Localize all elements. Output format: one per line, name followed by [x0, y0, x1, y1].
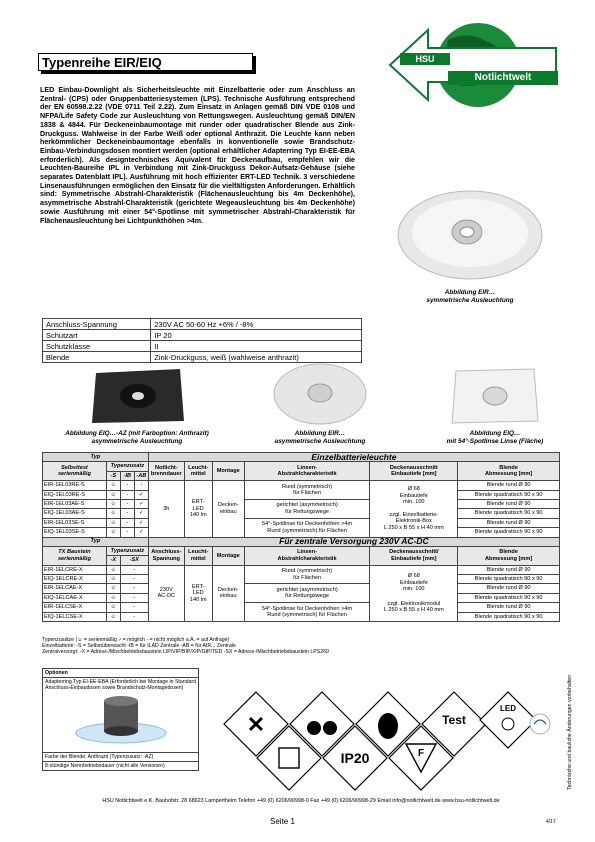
- footer-contact: HSU Notlichtwelt e.K. Bauhofstr. 28 68623 Lampertheim Telefon +49 (0) 6206/90998-0 Fax +49 (0) 6206/90998-29 Email info@notlichtwelt.de www.hsu-notlichtwelt.de: [102, 798, 500, 804]
- h-ab: -AB: [134, 471, 148, 480]
- cell: ☺: [106, 499, 120, 508]
- cell: ☺: [106, 518, 120, 527]
- cell: -: [120, 481, 134, 490]
- cell: -: [120, 490, 134, 499]
- cell: ☺: [106, 593, 120, 602]
- logo-text-hsu: HSU: [400, 53, 450, 65]
- lens: 54°-Spotlinse für Deckenhöhen >4m: [262, 605, 353, 612]
- legend-line: Zentralversorgt: -X = Adress-/Mischbetriebsbaustein LIP/VIP/BIP/XIP/GIP/TED -SX = Adress-/Mischbetriebsbaustein LPS260: [42, 649, 329, 656]
- duration-value: 3h: [148, 481, 184, 537]
- svg-text:✕: ✕: [246, 712, 266, 737]
- cell: -: [134, 481, 148, 490]
- cell: ✓: [134, 528, 148, 537]
- cell: ☺: [106, 612, 120, 621]
- page-index: 4/17: [546, 819, 556, 825]
- type-code: EIR-1EL03SE-S: [43, 518, 107, 527]
- mount-1: Decken-: [217, 586, 239, 593]
- blende: Blende quadratisch 90 x 90: [458, 575, 560, 584]
- led-label: LED: [500, 704, 516, 713]
- cut: zzgl. Elektronikmodul: [387, 600, 441, 607]
- caption-a-1: Abbildung EIQ…-AZ (mit Farboption: Anthrazit): [65, 430, 209, 437]
- lens: für Rettungswege: [285, 508, 329, 515]
- h-mount-b: Montage: [212, 546, 244, 565]
- led-3: 140 lm: [189, 512, 207, 519]
- lens: Rund (symmetrisch) für Flächen: [267, 527, 347, 534]
- h-x: -X: [106, 556, 120, 565]
- volt: AC-DC: [157, 593, 176, 600]
- blende: Blende rund Ø 90: [458, 499, 560, 508]
- h-duration: Notlicht-: [154, 464, 178, 471]
- section-title-central: Für zentrale Versorgung 230V AC-DC: [148, 537, 559, 546]
- spec-value: II: [151, 341, 362, 352]
- type-code: EIQ-1ELCRE-X: [43, 575, 107, 584]
- cell: ☺: [106, 565, 120, 574]
- legend-line: Einzelbatterie: -S = Selbstüberwacht -IB = für ILAD Zentrale -AB = für AIR... Zentrale: [42, 643, 236, 650]
- type-code: EIR-1EL03AE-S: [43, 499, 107, 508]
- adapter-ring-image: [46, 693, 196, 751]
- h-selftest: Selbsttest: [61, 464, 88, 471]
- spec-label: Schutzart: [43, 330, 151, 341]
- test-label: Test: [442, 713, 466, 727]
- globe-logo: [388, 20, 558, 110]
- cell: ☺: [106, 603, 120, 612]
- caption-c-2: mit 54°-Spotlinse Linse (Fläche): [446, 437, 544, 445]
- cut: min. 100: [403, 499, 425, 506]
- h-selftest-2: serienmäßig: [57, 471, 91, 478]
- cell: ✓: [134, 490, 148, 499]
- cell: ✓: [134, 499, 148, 508]
- cell: -: [120, 565, 148, 574]
- cell: -: [120, 509, 134, 518]
- table-row: [43, 499, 560, 508]
- h-blende-b2: Abmessung [mm]: [485, 555, 533, 562]
- cell: ✓: [134, 518, 148, 527]
- downlight-square-white-image: [450, 365, 540, 427]
- lens: Rund (symmetrisch): [282, 483, 333, 490]
- spec-table: [42, 318, 362, 363]
- cell: -: [120, 499, 134, 508]
- disclaimer-vertical: Technische und bauliche Änderungen vorbehalten: [567, 674, 573, 790]
- lens: für Rettungswege: [285, 593, 329, 600]
- lens: für Flächen: [293, 490, 322, 497]
- cut: Ø 68: [407, 573, 420, 580]
- lens: für Flächen: [293, 574, 322, 581]
- blende: Blende rund Ø 90: [458, 481, 560, 490]
- cut: L 250 x B 55 x H 40 mm: [383, 607, 444, 614]
- cell: ☺: [106, 584, 120, 593]
- led-2: LED: [192, 505, 204, 512]
- cell: ☺: [106, 490, 120, 499]
- spec-value: 230V AC 50-60 Hz +6% / -8%: [151, 319, 362, 330]
- h-blende: Blende: [499, 464, 518, 471]
- caption-b-2: asymmetrische Ausleuchtung: [274, 437, 366, 445]
- blende: Blende quadratisch 90 x 90: [458, 593, 560, 602]
- h-ib: -IB: [120, 471, 134, 480]
- cell: -: [120, 584, 148, 593]
- blende: Blende rund Ø 90: [458, 565, 560, 574]
- caption-main-2: symmetrische Ausleuchtung: [426, 296, 514, 304]
- type-code: EIQ-1EL03AE-S: [43, 509, 107, 518]
- led-bulb-icon: [480, 692, 536, 748]
- h-blende-b: Blende: [499, 549, 518, 556]
- ip20-label: IP20: [340, 750, 370, 766]
- blende: Blende rund Ø 90: [458, 584, 560, 593]
- product-description: LED Einbau-Downlight als Sicherheitsleuchte mit Einzelbatterie oder zum Anschluss an Zentral- (CPS) oder Gruppenbatteriesystemen (LPS). Technische Ausführung entsprechend der EN 60598.2.22 (VDE 0711 Teil 2.22). Zum Einsatz in Anlagen gemäß DIN VDE 0108 und NFPA/Life Safety Code zur Ausleuchtung von Rettungswegen. Ausleuchtung gemäß DIN/EN 1838 & 4844. Für Deckeneinbaumontage mit runder oder quadratischer Blende aus Zink-Druckguss. Wahlweise in der Farbe Weiß oder optional Anthrazit. Die Leuchte kann neben herkömmlicher Deckeneinbaumontage ebenfalls in konventionelle sowie Brandschutz-Einbau-Verbindungsdosen montiert werden (optional erhältlicher Adapterring Typ EI-EE-EBA erforderlich). Als designtechnisches Äquivalent für Deckenaufbau, empfehlen wir die Leuchten-Baureihe IPL in Verbindung mit Zink-Druckguss Dekor-Aufsatz-Gehäuse (siehe separates Datenblatt IPL). Ausführung mit hoch effizienter ERT-LED Technik. 3 verschiedene Linsenausführungen ermöglichen den Einsatz für die vielfältigsten Anforderungen. Erhältlich sind: Symmetrische Abstrahl-Charakteristik (Flächenausleuchtung bis 4m Deckenhöhe), asymmetrische Abstrahl-Charakteristik (gerichtete Wegeausleuchtung bis 4m Deckenhöhe) sowie Ausführung mit einer 54°-Spotlinse mit symmetrischer Abstrahl-Charakteristik für Flächenausleuchtung bei Lichtpunkthöhen >4m.: [40, 86, 355, 225]
- cell: ☺: [106, 528, 120, 537]
- h-duration-2: brenndauer: [150, 471, 182, 478]
- table-row: [43, 603, 560, 612]
- h-led-b: Leucht-: [188, 549, 209, 556]
- mount-2: einbau: [219, 508, 237, 515]
- options-line-anthracite: Farbe der Blende: Anthrazit (Typenzusatz: -AZ): [43, 752, 198, 761]
- cell: ✓: [134, 509, 148, 518]
- h-cutout-b2: Einbautiefe [mm]: [391, 555, 437, 562]
- caption-a-2: asymmetrische Ausleuchtung: [91, 437, 183, 445]
- h-tx-2: serienmäßig: [57, 555, 91, 562]
- cell: -: [120, 603, 148, 612]
- lens: 54°-Spotlinse für Deckenhöhen >4m: [262, 521, 353, 528]
- type-code: EIR-1ELCAE-X: [43, 584, 107, 593]
- h-s: -S: [106, 471, 120, 480]
- caption-b-1: Abbildung EIR…: [294, 430, 346, 437]
- options-text: Adapterring Typ EI-EE-EBA (Erforderlich bei Montage in Standard Anschluss-Einbaudosen sowie Brandschutz-Montagedosen): [45, 679, 196, 691]
- h-mount: Montage: [212, 462, 244, 481]
- logo-text-name: Notlichtwelt: [448, 71, 558, 85]
- h-lens: Linsen-: [297, 464, 318, 471]
- led-2: LED: [192, 590, 204, 597]
- cell: ☺: [106, 481, 120, 490]
- cell: -: [120, 575, 148, 584]
- options-line-8h: 8-stündige Nennbetriebsdauer (nicht alle Versionen): [43, 761, 198, 770]
- cut: L 250 x B 55 x H 40 mm: [383, 524, 444, 531]
- legend-line: Typenzusätze (☺ = serienmäßig ✓= möglich - = nicht möglich a.A. = auf Anfrage): [42, 637, 230, 643]
- type-code: EIQ-1ELCSE-X: [43, 612, 107, 621]
- cell: ☺: [106, 509, 120, 518]
- spec-label: Anschluss-Spannung: [43, 319, 151, 330]
- cell: -: [120, 518, 134, 527]
- blende: Blende quadratisch 90 x 90: [458, 509, 560, 518]
- type-code: EIQ-1EL03SE-S: [43, 528, 107, 537]
- wireless-icon: [530, 714, 550, 734]
- h-led-2: mittel: [190, 471, 206, 478]
- caption-c-1: Abbildung EIQ…: [469, 430, 521, 437]
- mount-1: Decken-: [217, 502, 239, 509]
- blende: Blende rund Ø 90: [458, 603, 560, 612]
- h-voltage: Anschluss-: [151, 549, 182, 556]
- led-3: 140 lm: [189, 596, 207, 603]
- h-lens-b2: Abstrahlcharakteristik: [277, 555, 337, 562]
- lens: gerichtet (asymmetrisch): [276, 586, 338, 593]
- h-lens-2: Abstrahlcharakteristik: [277, 471, 337, 478]
- table-row: [43, 518, 560, 527]
- h-led: Leucht-: [188, 464, 209, 471]
- cell: -: [120, 528, 134, 537]
- blende: Blende quadratisch 90 x 90: [458, 490, 560, 499]
- cut: Ø 68: [407, 486, 420, 493]
- cell: -: [120, 593, 148, 602]
- lens: gerichtet (asymmetrisch): [276, 502, 338, 509]
- caption-main-1: Abbildung EIR…: [444, 289, 496, 296]
- type-code: EIQ-1ELCAE-X: [43, 593, 107, 602]
- blende: Blende rund Ø 90: [458, 518, 560, 527]
- blende: Blende quadratisch 90 x 90: [458, 612, 560, 621]
- h-voltage-2: Spannung: [152, 555, 180, 562]
- cut: Einbautiefe: [399, 579, 428, 586]
- spec-value: Zink-Druckguss, weiß (wahlweise anthrazit): [151, 352, 362, 363]
- led-1: ERT-: [191, 499, 205, 506]
- led-1: ERT-: [191, 583, 205, 590]
- h-sx: -SX: [120, 556, 148, 565]
- h-cutout-b: Deckenausschnitt/: [389, 549, 439, 556]
- type-code: EIR-1EL03RE-S: [43, 481, 107, 490]
- downlight-round-white-image: [270, 360, 370, 428]
- col-typ-2: Typ: [43, 537, 149, 546]
- cell: -: [120, 612, 148, 621]
- h-typenzusatz: Typenzusatz: [106, 462, 148, 471]
- type-code: EIR-1ELCSE-X: [43, 603, 107, 612]
- page-number: Seite 1: [270, 817, 295, 826]
- h-led-b2: mittel: [190, 555, 206, 562]
- blende: Blende quadratisch 90 x 90: [458, 528, 560, 537]
- h-tx: TX Baustein: [58, 549, 91, 556]
- cut: Elektronik-Box: [395, 518, 432, 525]
- table-row: [43, 481, 560, 490]
- downlight-round-image: [393, 185, 548, 285]
- options-heading: Optionen: [43, 669, 198, 678]
- h-typenzusatz-2: Typenzusatz: [106, 546, 148, 555]
- table-row: [43, 565, 560, 574]
- h-lens-b: Linsen-: [297, 549, 318, 556]
- options-box: [42, 668, 199, 771]
- col-typ: Typ: [43, 453, 149, 462]
- h-blende-2: Abmessung [mm]: [485, 471, 533, 478]
- type-code: EIQ-1EL03RE-S: [43, 490, 107, 499]
- legend: [42, 637, 329, 656]
- cut: Einbautiefe: [399, 492, 428, 499]
- downlight-square-anthracite-image: [88, 365, 188, 427]
- type-code: EIR-1ELCRE-X: [43, 565, 107, 574]
- cell: ☺: [106, 575, 120, 584]
- spec-label: Schutzklasse: [43, 341, 151, 352]
- spec-value: IP 20: [151, 330, 362, 341]
- volt: 230V: [159, 586, 173, 593]
- h-cutout: Deckenausschnitt: [389, 464, 438, 471]
- f-label: F: [417, 748, 425, 759]
- page-title: Typenreihe EIR/EIQ: [38, 53, 253, 71]
- cut: zzgl. Einzelbatterie-: [389, 511, 439, 518]
- lens: Rund (symmetrisch) für Flächen: [267, 612, 347, 619]
- table-row: [43, 584, 560, 593]
- lens: Rund (symmetrisch): [282, 568, 333, 575]
- cut: min. 100: [403, 586, 425, 593]
- mount-2: einbau: [219, 593, 237, 600]
- h-cutout-2: Einbautiefe [mm]: [391, 471, 437, 478]
- section-title-battery: Einzelbatterieleuchte: [148, 453, 559, 462]
- spec-label: Blende: [43, 352, 151, 363]
- product-table: [42, 452, 560, 622]
